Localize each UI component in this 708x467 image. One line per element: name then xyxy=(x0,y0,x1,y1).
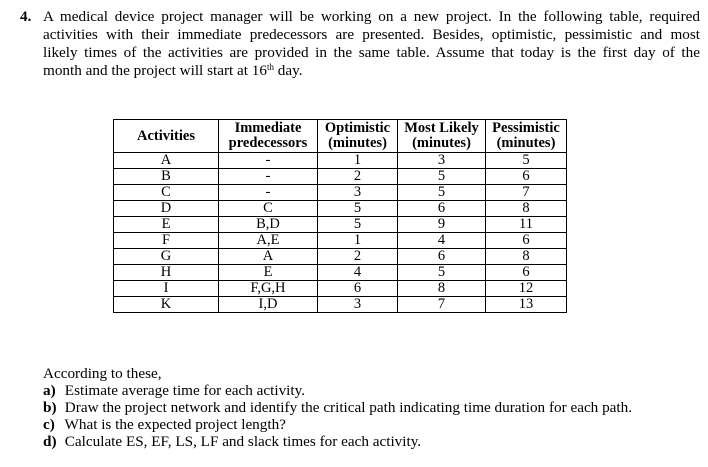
header-pessimistic xyxy=(486,120,567,153)
cell-optimistic: 5 xyxy=(318,201,398,217)
cell-pessimistic: 7 xyxy=(486,185,567,201)
cell-predecessors: F,G,H xyxy=(219,281,318,297)
cell-most-likely: 5 xyxy=(398,169,486,185)
header-optimistic xyxy=(318,120,398,153)
table-row xyxy=(114,249,567,265)
question-item-c xyxy=(43,416,693,433)
table-row xyxy=(114,201,567,217)
cell-activity: F xyxy=(114,233,219,249)
cell-activity: D xyxy=(114,201,219,217)
header-opt-line1: Optimistic xyxy=(324,120,391,136)
table-row xyxy=(114,217,567,233)
header-pred-line1: Immediate xyxy=(234,120,302,136)
cell-most-likely: 6 xyxy=(398,249,486,265)
cell-predecessors: - xyxy=(219,169,318,185)
header-activities: Activities xyxy=(114,120,219,153)
table-row xyxy=(114,281,567,297)
cell-activity: A xyxy=(114,153,219,169)
table-row xyxy=(114,185,567,201)
activities-table xyxy=(113,119,567,313)
question-number: 4. xyxy=(20,8,32,25)
cell-optimistic: 1 xyxy=(318,153,398,169)
cell-activity: I xyxy=(114,281,219,297)
table-header-row xyxy=(114,120,567,153)
cell-most-likely: 7 xyxy=(398,297,486,313)
question-item-text: Draw the project network and identify the critical path indicating time duration for each path. xyxy=(64,399,633,416)
cell-optimistic: 5 xyxy=(318,217,398,233)
question-line-4 xyxy=(43,62,700,80)
question-text xyxy=(43,8,700,80)
cell-predecessors: - xyxy=(219,153,318,169)
header-predecessors xyxy=(219,120,318,153)
question-item-text: What is the expected project length? xyxy=(64,416,286,433)
header-most-likely xyxy=(398,120,486,153)
cell-predecessors: C xyxy=(219,201,318,217)
question-line-2: activities with their immediate predecessors are presented. Besides, optimistic, pessimistic and most xyxy=(43,26,700,43)
cell-predecessors: - xyxy=(219,185,318,201)
cell-pessimistic: 6 xyxy=(486,169,567,185)
table-row xyxy=(114,265,567,281)
cell-optimistic: 3 xyxy=(318,297,398,313)
cell-activity: E xyxy=(114,217,219,233)
question-item-b xyxy=(43,399,693,416)
cell-most-likely: 4 xyxy=(398,233,486,249)
questions-list xyxy=(43,365,693,450)
header-pes-line1: Pessimistic xyxy=(492,120,560,136)
question-line-4-sup: th xyxy=(266,62,274,72)
cell-activity: H xyxy=(114,265,219,281)
question-item-label: d) xyxy=(43,433,57,450)
cell-pessimistic: 12 xyxy=(486,281,567,297)
table-row xyxy=(114,169,567,185)
cell-pessimistic: 8 xyxy=(486,249,567,265)
questions-intro: According to these, xyxy=(43,365,162,382)
cell-optimistic: 2 xyxy=(318,169,398,185)
cell-optimistic: 3 xyxy=(318,185,398,201)
cell-most-likely: 6 xyxy=(398,201,486,217)
question-item-label: b) xyxy=(43,399,57,416)
cell-pessimistic: 13 xyxy=(486,297,567,313)
cell-predecessors: A,E xyxy=(219,233,318,249)
cell-most-likely: 8 xyxy=(398,281,486,297)
cell-predecessors: I,D xyxy=(219,297,318,313)
cell-pessimistic: 6 xyxy=(486,233,567,249)
cell-activity: K xyxy=(114,297,219,313)
cell-pessimistic: 8 xyxy=(486,201,567,217)
cell-predecessors: A xyxy=(219,249,318,265)
question-item-label: c) xyxy=(43,416,55,433)
cell-activity: C xyxy=(114,185,219,201)
question-line-4-before: month and the project will start at 16 xyxy=(43,62,267,79)
header-ml-line2: (minutes) xyxy=(412,135,471,151)
cell-activity: G xyxy=(114,249,219,265)
question-item-d xyxy=(43,433,693,450)
question-item-label: a) xyxy=(43,382,56,399)
question-line-4-after: day. xyxy=(273,62,303,79)
question-item-text: Estimate average time for each activity. xyxy=(64,382,306,399)
header-pes-line2: (minutes) xyxy=(496,135,556,151)
question-line-1: A medical device project manager will be working on a new project. In the following table, required xyxy=(43,8,700,25)
question-item-text: Calculate ES, EF, LS, LF and slack times for each activity. xyxy=(64,433,422,450)
cell-optimistic: 6 xyxy=(318,281,398,297)
header-opt-line2: (minutes) xyxy=(328,135,387,151)
cell-pessimistic: 11 xyxy=(486,217,567,233)
cell-most-likely: 5 xyxy=(398,185,486,201)
cell-optimistic: 2 xyxy=(318,249,398,265)
cell-predecessors: E xyxy=(219,265,318,281)
cell-optimistic: 4 xyxy=(318,265,398,281)
cell-optimistic: 1 xyxy=(318,233,398,249)
header-pred-line2: predecessors xyxy=(228,135,308,151)
table-row xyxy=(114,233,567,249)
cell-most-likely: 3 xyxy=(398,153,486,169)
table-row xyxy=(114,153,567,169)
cell-activity: B xyxy=(114,169,219,185)
cell-most-likely: 9 xyxy=(398,217,486,233)
question-line-3: likely times of the activities are provided in the same table. Assume that today is the first day of the xyxy=(43,44,700,61)
question-item-a xyxy=(43,382,693,399)
cell-pessimistic: 6 xyxy=(486,265,567,281)
cell-pessimistic: 5 xyxy=(486,153,567,169)
table-row xyxy=(114,297,567,313)
cell-predecessors: B,D xyxy=(219,217,318,233)
header-ml-line1: Most Likely xyxy=(404,120,479,136)
cell-most-likely: 5 xyxy=(398,265,486,281)
